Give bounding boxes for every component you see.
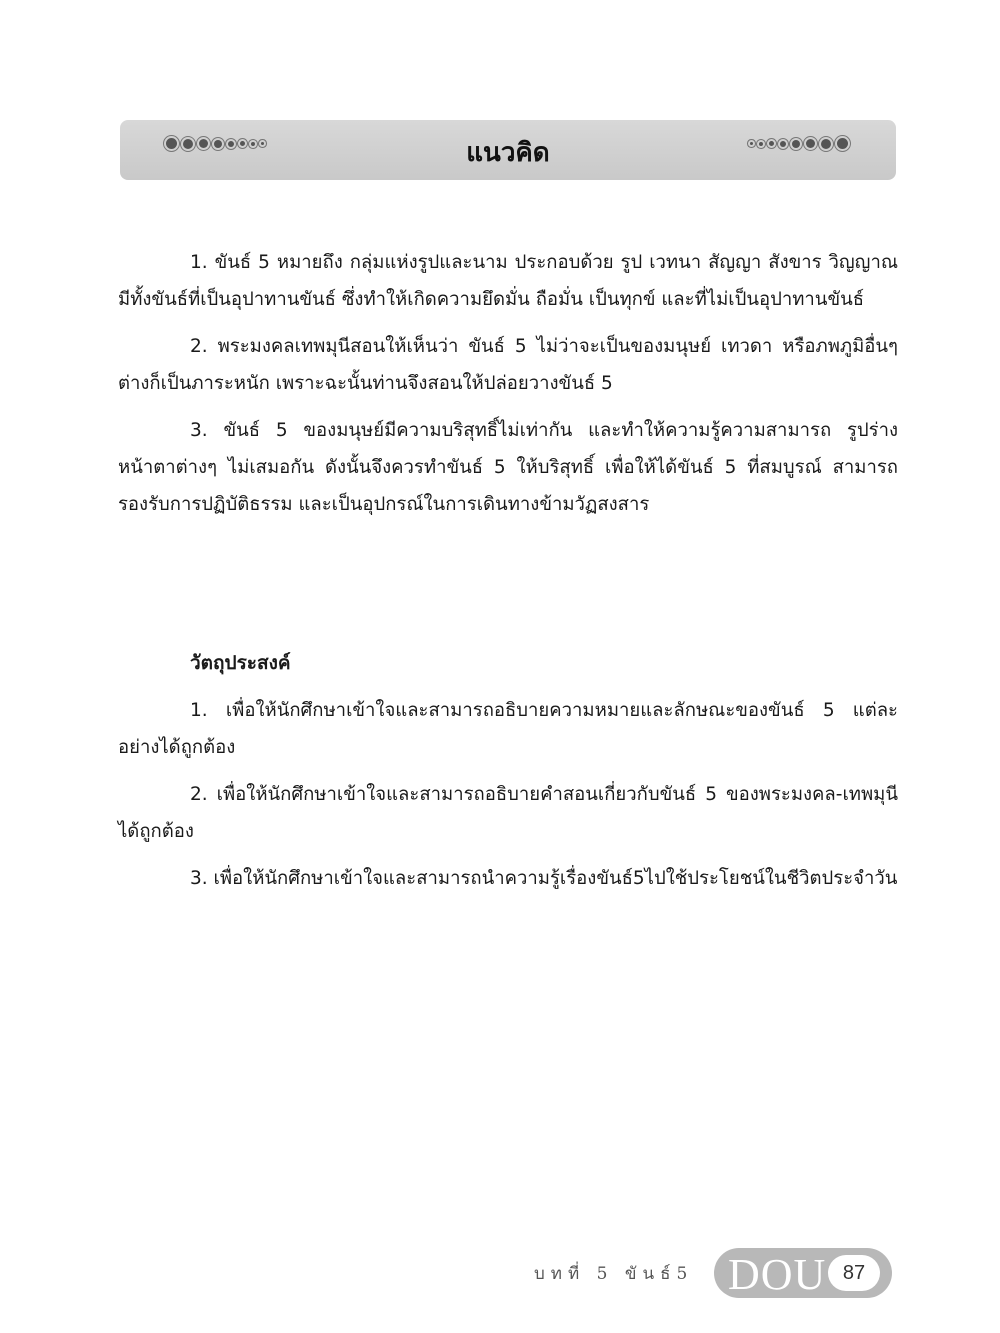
objectives-list [118, 692, 898, 907]
page-number: 87 [828, 1255, 880, 1291]
dot-icon [759, 142, 763, 146]
concept-item: 3. ขันธ์ 5 ของมนุษย์มีความบริสุทธิ์ไม่เท่ากัน และทำให้ความรู้ความสามารถ รูปร่างหน้าตาต่างๆ ไม่เสมอกัน ดังนั้นจึงควรทำขันธ์ 5 ให้บริสุทธิ์ เพื่อให้ได้ขันธ์ 5 ที่สมบูรณ์ สามารถรองรับการปฏิบัติธรรม และเป็นอุปกรณ์ในการเดินทางข้ามวัฏสงสาร [118, 420, 898, 515]
dot-icon [780, 141, 786, 147]
dot-icon [769, 141, 774, 146]
objective-item: 3. เพื่อให้นักศึกษาเข้าใจและสามารถนำความรู้เรื่องขันธ์5ไปใช้ประโยชน์ในชีวิตประจำวัน [190, 868, 898, 889]
dot-icon [806, 139, 815, 148]
footer-chapter-label: บทที่ 5 ขันธ์5 [534, 1264, 694, 1284]
dot-icon [837, 138, 848, 149]
objectives-heading: วัตถุประสงค์ [190, 652, 291, 674]
concept-item: 1. ขันธ์ 5 หมายถึง กลุ่มแห่งรูปและนาม ประกอบด้วย รูป เวทนา สัญญา สังขาร วิญญาณ มีทั้งขันธ์ที่เป็นอุปาทานขันธ์ ซึ่งทำให้เกิดความยึดมั่น ถือมั่น เป็นทุกข์ และที่ไม่เป็นอุปาทานขันธ์ [118, 252, 898, 310]
dou-logo: DOU [728, 1250, 827, 1299]
concept-list [118, 244, 898, 533]
concept-item: 2. พระมงคลเทพมุนีสอนให้เห็นว่า ขันธ์ 5 ไม่ว่าจะเป็นของมนุษย์ เทวดา หรือภพภูมิอื่นๆ ต่างก็เป็นภาระหนัก เพราะฉะนั้นท่านจึงสอนให้ปล่อยวางขันธ์ 5 [118, 336, 898, 394]
dot-icon [821, 139, 831, 149]
page-title: แนวคิด [466, 138, 550, 168]
decorative-dots-right [750, 138, 848, 149]
objective-item: 1. เพื่อให้นักศึกษาเข้าใจและสามารถอธิบายความหมายและลักษณะของขันธ์ 5 แต่ละอย่างได้ถูกต้อง [118, 700, 898, 758]
footer-page-badge [714, 1248, 892, 1298]
dot-icon [750, 142, 753, 145]
objective-item: 2. เพื่อให้นักศึกษาเข้าใจและสามารถอธิบายคำสอนเกี่ยวกับขันธ์ 5 ของพระมงคล-เทพมุนีได้ถูกต้อง [118, 784, 898, 842]
dot-icon [792, 140, 800, 148]
concept-header-banner [120, 120, 896, 180]
